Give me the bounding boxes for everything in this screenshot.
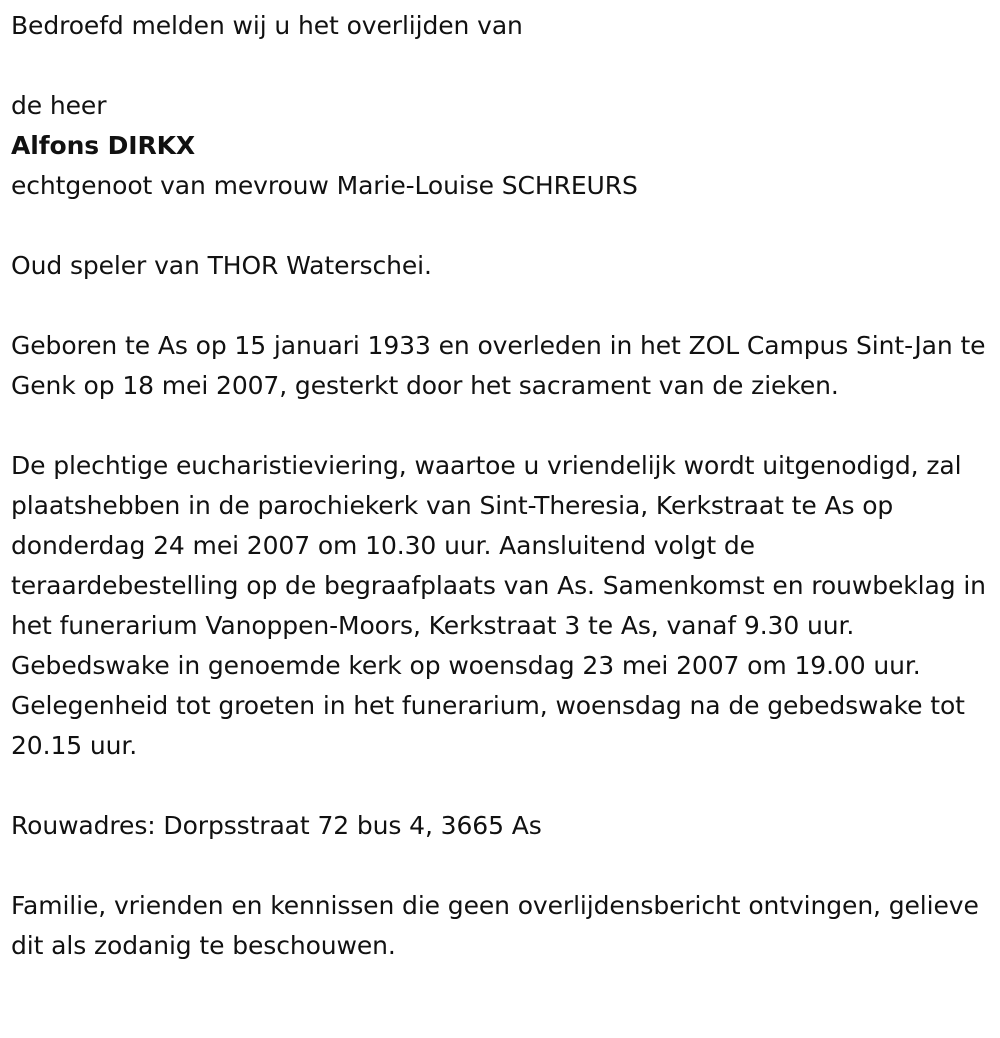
salutation-text: de heer bbox=[11, 91, 107, 120]
spacer bbox=[11, 846, 990, 886]
intro-text: Bedroefd melden wij u het overlijden van bbox=[11, 11, 523, 40]
spacer bbox=[11, 206, 990, 246]
spouse-text: echtgenoot van mevrouw Marie-Louise SCHREURS bbox=[11, 171, 638, 200]
note-text: Oud speler van THOR Waterschei. bbox=[11, 251, 432, 280]
spacer bbox=[11, 406, 990, 446]
birth-death-paragraph: Geboren te As op 15 januari 1933 en overleden in het ZOL Campus Sint-Jan te Genk op 18 mei 2007, gesterkt door het sacrament van de zieken. bbox=[11, 331, 986, 400]
mourning-address: Rouwadres: Dorpsstraat 72 bus 4, 3665 As bbox=[11, 811, 542, 840]
deceased-name: Alfons DIRKX bbox=[11, 131, 196, 160]
spacer bbox=[11, 286, 990, 326]
closing-paragraph: Familie, vrienden en kennissen die geen overlijdensbericht ontvingen, gelieve dit als zodanig te beschouwen. bbox=[11, 891, 979, 960]
ceremony-paragraph: De plechtige eucharistieviering, waartoe u vriendelijk wordt uitgenodigd, zal plaatshebben in de parochiekerk van Sint-Theresia, Kerkstraat te As op donderdag 24 mei 2007 om 10.30 uur. Aansluitend volgt de teraardebestelling op de begraafplaats van As. Samenkomst en rouwbeklag in het funerarium Vanoppen-Moors, Kerkstraat 3 te As, vanaf 9.30 uur. Gebedswake in genoemde kerk op woensdag 23 mei 2007 om 19.00 uur. Gelegenheid tot groeten in het funerarium, woensdag na de gebedswake tot 20.15 uur. bbox=[11, 451, 986, 760]
spacer bbox=[11, 766, 990, 806]
spacer bbox=[11, 46, 990, 86]
